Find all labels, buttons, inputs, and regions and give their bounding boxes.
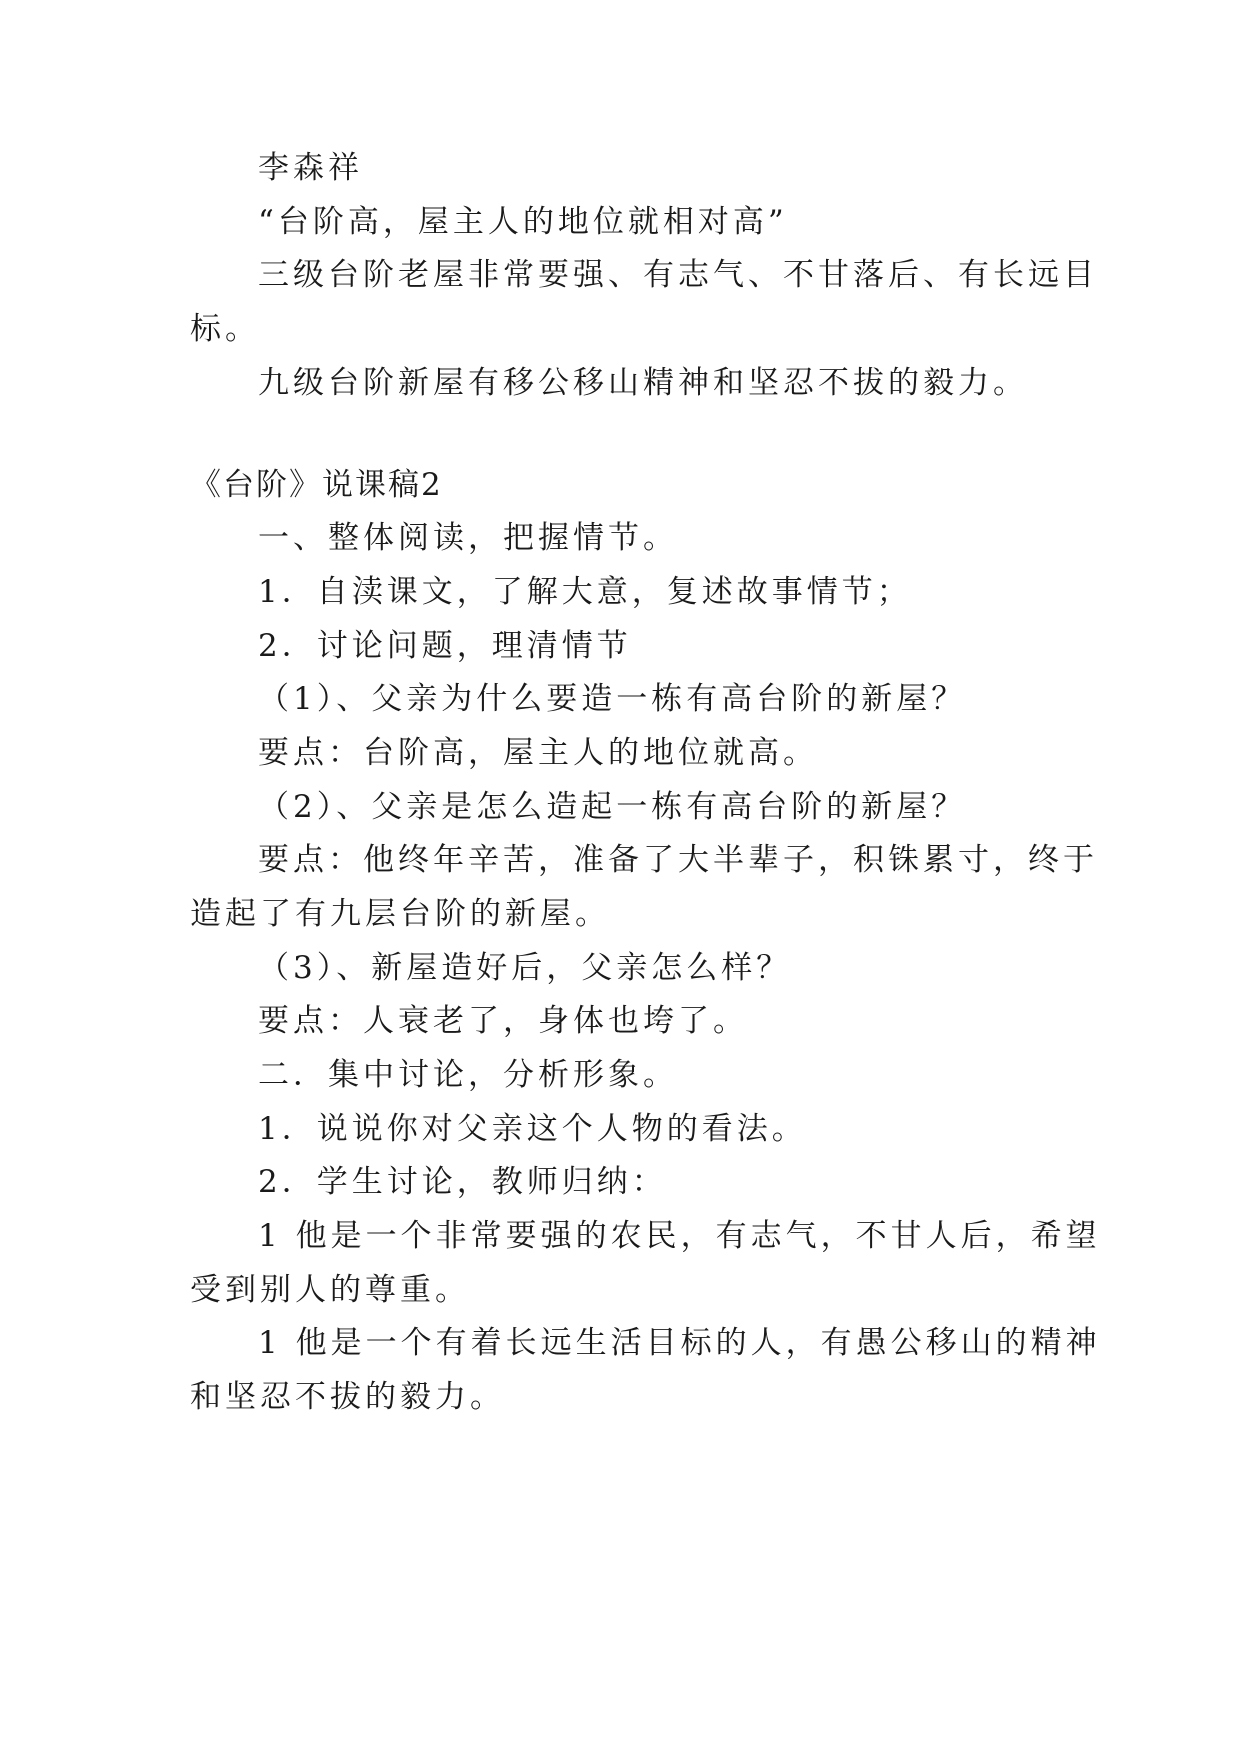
answer-2-line-2: 造起了有九层台阶的新屋。 <box>190 896 610 932</box>
section-1-item-2: 2．讨论问题，理清情节 <box>258 628 632 664</box>
section-2-point-2-line-1: 1 他是一个有着长远生活目标的人，有愚公移山的精神 <box>258 1325 1101 1361</box>
answer-2-line-1: 要点：他终年辛苦，准备了大半辈子，积铢累寸，终于 <box>258 842 1098 878</box>
section-2-point-1-line-1: 1 他是一个非常要强的农民，有志气，不甘人后，希望 <box>258 1218 1101 1254</box>
section-2-point-1-line-2: 受到别人的尊重。 <box>190 1272 470 1308</box>
question-2: （2）、父亲是怎么造起一栋有高台阶的新屋？ <box>258 789 967 825</box>
section-2-item-1: 1．说说你对父亲这个人物的看法。 <box>258 1111 807 1147</box>
author-line: 李森祥 <box>258 150 363 186</box>
answer-3: 要点：人衰老了，身体也垮了。 <box>258 1003 748 1039</box>
paragraph-1-line-2: 标。 <box>190 311 260 347</box>
section-2-item-2: 2．学生讨论，教师归纳： <box>258 1164 667 1200</box>
section-2-point-2-line-2: 和坚忍不拔的毅力。 <box>190 1379 505 1415</box>
answer-1: 要点：台阶高，屋主人的地位就高。 <box>258 735 818 771</box>
paragraph-1-line-1: 三级台阶老屋非常要强、有志气、不甘落后、有长远目 <box>258 257 1098 293</box>
section-title: 《台阶》说课稿2 <box>190 467 443 503</box>
question-1: （1）、父亲为什么要造一栋有高台阶的新屋？ <box>258 681 967 717</box>
section-1-title: 一、整体阅读，把握情节。 <box>258 520 678 556</box>
paragraph-2: 九级台阶新屋有移公移山精神和坚忍不拔的毅力。 <box>258 365 1028 401</box>
section-1-item-1: 1．自渎课文，了解大意，复述故事情节； <box>258 574 912 610</box>
question-3: （3）、新屋造好后，父亲怎么样？ <box>258 950 792 986</box>
section-2-title: 二．集中讨论，分析形象。 <box>258 1057 678 1093</box>
quote-line: “台阶高，屋主人的地位就相对高” <box>258 204 788 240</box>
